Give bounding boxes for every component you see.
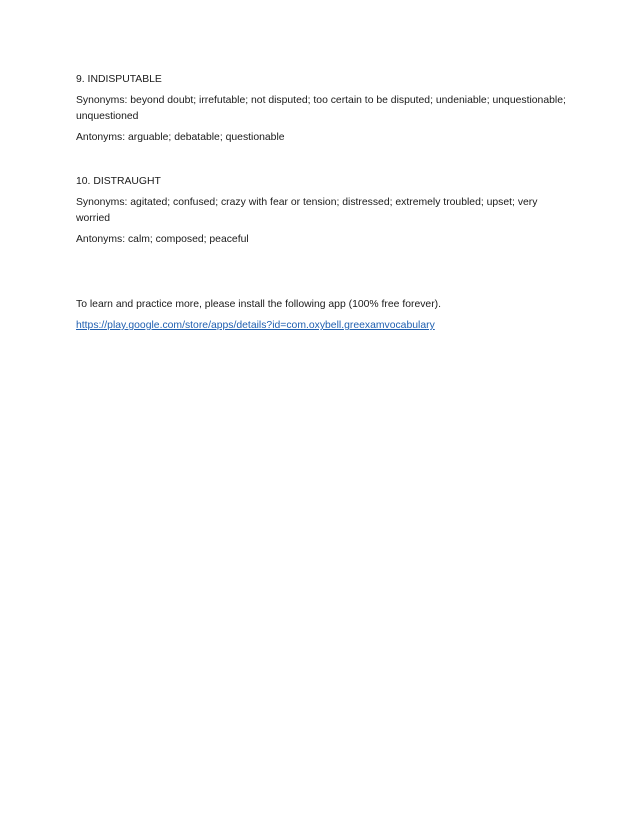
document-body bbox=[76, 72, 566, 339]
spacer bbox=[76, 253, 566, 297]
app-store-link[interactable]: https://play.google.com/store/apps/details?id=com.oxybell.greexamvocabulary bbox=[76, 320, 435, 331]
synonyms-text: Synonyms: beyond doubt; irrefutable; not disputed; too certain to be disputed; undeniable; unquestionable; unquestioned bbox=[76, 95, 566, 122]
spacer bbox=[76, 151, 566, 174]
vocab-entry-distraught bbox=[76, 174, 566, 248]
entry-title: 9. INDISPUTABLE bbox=[76, 74, 162, 85]
promo-footer bbox=[76, 297, 566, 334]
vocab-entry-indisputable bbox=[76, 72, 566, 146]
antonyms-text: Antonyms: calm; composed; peaceful bbox=[76, 234, 249, 245]
synonyms-text: Synonyms: agitated; confused; crazy with fear or tension; distressed; extremely troubled; upset; very worried bbox=[76, 197, 538, 224]
entry-title: 10. DISTRAUGHT bbox=[76, 176, 161, 187]
promo-text: To learn and practice more, please install the following app (100% free forever). bbox=[76, 299, 442, 310]
antonyms-text: Antonyms: arguable; debatable; questionable bbox=[76, 132, 285, 143]
